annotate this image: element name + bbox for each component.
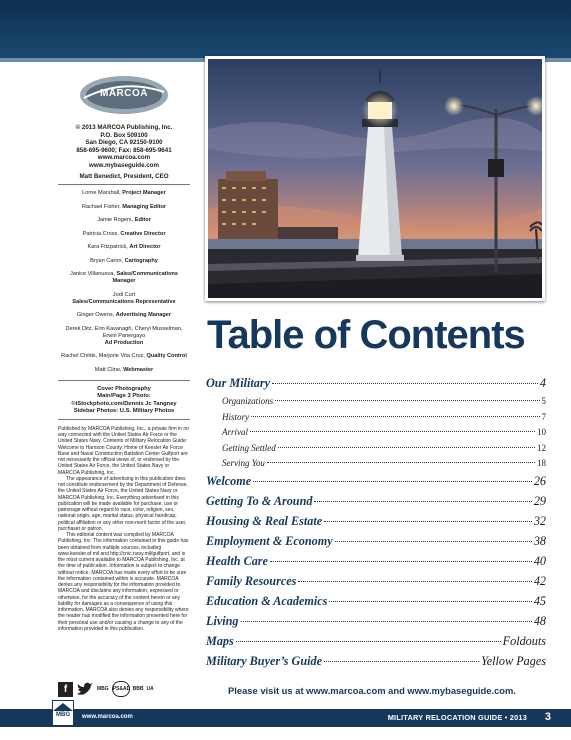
legal-disclaimer xyxy=(58,426,190,632)
staff-role: Creative Director xyxy=(120,230,166,237)
cover-heading: Cover Photography xyxy=(97,386,151,393)
publisher-line: www.marcoa.com xyxy=(97,154,151,162)
toc-leader xyxy=(253,481,532,482)
toc-leader xyxy=(250,431,535,432)
publisher-president: Matt Benedict, President, CEO xyxy=(79,172,169,180)
toc-label: Getting To & Around xyxy=(206,493,313,508)
toc-page: 40 xyxy=(533,553,546,568)
staff-name: Jodi Curt xyxy=(112,291,136,298)
staff-entry xyxy=(58,217,190,224)
toc-entry[interactable] xyxy=(206,514,546,534)
publisher-line: San Diego, CA 92150-9100 xyxy=(85,139,163,147)
staff-name: Lorne Marshall, xyxy=(82,190,121,197)
legal-paragraph: The appearance of advertising in this publication does not constitute endorsement by the Department of Defense, the United States Air Force, the United States Navy or MARCOA Publishing, Inc. Everything advertised in this publication will be made available for purchase, use or patronage without regard to race, color, religion, sex, national origin, age, marital status, physical handicap, political affiliation or any other non-merit factor of the user, purchaser or patron. xyxy=(58,475,188,532)
toc-label: History xyxy=(222,411,249,422)
staff-entry xyxy=(58,326,190,347)
toc-leader xyxy=(272,383,538,384)
toc-page: 5 xyxy=(541,396,546,406)
social-icons xyxy=(58,678,190,700)
footer-url[interactable]: www.marcoa.com xyxy=(82,714,133,720)
toc-leader xyxy=(298,581,531,582)
publisher-line: 858-695-9600; Fax: 858-695-9641 xyxy=(76,146,172,154)
toc-leader xyxy=(314,501,531,502)
house-roof-icon xyxy=(53,703,73,711)
staff-name: Kara Fitzpatrick, xyxy=(87,244,128,251)
visit-message: Please visit us at www.marcoa.com and www.mybaseguide.com. xyxy=(228,685,516,696)
toc-label: Organizations xyxy=(222,396,274,406)
legal-paragraph: This editorial content was compiled by MARCOA Publishing, Inc. The information contained in this guide has been obtained from multiple sources, including www.keesler.af.mil and http://cnic.navy.mil/gulfport, and is the most current available to MARCOA Publishing, Inc. at the time of publication. Information is subject to change without notice. MARCOA has made every effort to be sure the information contained within is accurate. MARCOA denies any responsibility for the information provided to MARCOA and disclaims any information, expressed or otherwise, for the accuracy of the content herein or any liability for damages as a consequence of using this information. MARCOA also denies any responsibility where the reader has modified the information presented here for their personal use and/or causing a change to any of the information provided in this publication. xyxy=(58,532,189,632)
staff-entry xyxy=(58,271,190,285)
staff-entry xyxy=(58,204,190,211)
toc-page: 32 xyxy=(533,513,546,528)
toc-page: Yellow Pages xyxy=(481,653,546,668)
page-title: Table of Contents xyxy=(207,313,525,357)
toc-subentry[interactable] xyxy=(206,412,546,428)
marcoa-logo xyxy=(78,74,170,116)
mbg-house-icon xyxy=(52,700,74,726)
staff-role: Editor xyxy=(134,217,151,224)
cover-line: Main/Page 3 Photo: xyxy=(97,393,151,400)
toc-page: 10 xyxy=(537,427,546,437)
toc-subentry[interactable] xyxy=(206,427,546,443)
toc-page: 42 xyxy=(533,573,546,588)
toc-label: Military Buyer’s Guide xyxy=(206,653,323,668)
divider xyxy=(58,184,190,185)
table-of-contents xyxy=(206,376,546,674)
toc-page: 4 xyxy=(539,376,546,390)
staff-entry xyxy=(58,244,190,251)
staff-entry xyxy=(58,367,190,374)
staff-name: Rachael Fisher, xyxy=(81,203,121,210)
toc-label: Serving You xyxy=(222,458,265,468)
staff-name: Jamie Rogers, xyxy=(97,217,134,224)
toc-page: 38 xyxy=(533,533,546,548)
staff-name: Patricia Cross, xyxy=(82,230,119,237)
toc-subentry[interactable] xyxy=(206,396,546,412)
staff-role: Art Director xyxy=(129,244,161,251)
cover-credits xyxy=(58,386,190,415)
ua-icon: UA xyxy=(146,686,154,692)
toc-page: 26 xyxy=(533,473,546,488)
staff-name: Rachel Childs, Marjorie Vita Cruz, xyxy=(61,353,145,360)
footer-guide-title: MILITARY RELOCATION GUIDE • 2013 xyxy=(387,713,527,722)
toc-subentry[interactable] xyxy=(206,458,546,474)
toc-label: Maps xyxy=(206,633,234,648)
page-footer xyxy=(0,709,571,727)
toc-entry[interactable] xyxy=(206,554,546,574)
staff-name: Bryan Caron, xyxy=(90,257,124,264)
legal-paragraph: Published by MARCOA Publishing, Inc., a private firm in no way connected with the United States Air Force or the United States Navy. Contents of Military Relocation Guide: Welcome to Harrison County, Home of Keesler Air Force Base and Naval Construction Battalion Center Gulfport are not necessarily the official views of, or endorsed by the United States Air Force, the United States Navy or MARCOA Publishing, Inc. xyxy=(58,425,189,476)
toc-page: 18 xyxy=(537,458,546,468)
toc-leader xyxy=(329,601,531,602)
toc-entry[interactable] xyxy=(206,574,546,594)
staff-entry xyxy=(58,258,190,265)
cover-photo xyxy=(205,56,545,301)
staff-role: Sales/Communications Representative xyxy=(72,298,176,305)
toc-leader xyxy=(241,621,532,622)
toc-entry[interactable] xyxy=(206,376,546,396)
staff-list xyxy=(58,190,190,374)
toc-leader xyxy=(251,416,540,417)
publisher-info xyxy=(58,124,190,180)
toc-subentry[interactable] xyxy=(206,443,546,459)
toc-entry[interactable] xyxy=(206,474,546,494)
toc-label: Housing & Real Estate xyxy=(206,513,323,528)
toc-label: Arrival xyxy=(222,427,248,437)
toc-entry[interactable] xyxy=(206,594,546,614)
facebook-icon[interactable]: f xyxy=(58,682,73,697)
page-number: 3 xyxy=(544,711,551,723)
toc-page: Foldouts xyxy=(502,633,546,648)
staff-role: Project Manager xyxy=(122,190,166,197)
toc-label: Education & Academics xyxy=(206,593,328,608)
toc-leader xyxy=(324,661,479,662)
toc-leader xyxy=(275,400,539,401)
toc-entry[interactable] xyxy=(206,534,546,554)
divider xyxy=(58,419,190,420)
toc-entry[interactable] xyxy=(206,634,546,654)
cover-line: Sidebar Photos: U.S. Military Photos xyxy=(73,407,175,414)
toc-label: Family Resources xyxy=(206,573,297,588)
lighthouse-photo xyxy=(208,59,542,298)
publisher-line: www.mybaseguide.com xyxy=(89,161,159,169)
divider xyxy=(58,380,190,381)
toc-label: Employment & Economy xyxy=(206,533,333,548)
staff-role: Cartography xyxy=(124,257,158,264)
masthead-column xyxy=(58,72,190,632)
staff-name: Derek Ditz, Erin Kavanagh, Cheryl Musselman, Erwin Panergayo xyxy=(65,325,183,339)
top-banner xyxy=(0,0,571,62)
toc-page: 7 xyxy=(541,411,546,422)
toc-page: 45 xyxy=(533,593,546,608)
staff-entry xyxy=(58,312,190,319)
toc-entry[interactable] xyxy=(206,654,546,674)
toc-page: 29 xyxy=(533,493,546,508)
marcoa-logo-text: MARCOA xyxy=(100,88,148,99)
toc-label: Welcome xyxy=(206,473,252,488)
twitter-icon[interactable] xyxy=(76,682,94,697)
toc-label: Living xyxy=(206,613,239,628)
staff-role: Managing Editor xyxy=(122,203,167,210)
toc-label: Our Military xyxy=(206,376,270,390)
bbb-icon: BBB xyxy=(132,686,144,692)
toc-page: 12 xyxy=(537,442,546,453)
staff-name: Ginger Owens, xyxy=(76,312,115,319)
staff-entry xyxy=(58,231,190,238)
mbg-logo-text: MBG xyxy=(56,712,70,718)
staff-entry xyxy=(58,353,190,360)
staff-entry xyxy=(58,292,190,306)
toc-page: 48 xyxy=(533,613,546,628)
toc-label: Getting Settled xyxy=(222,442,276,453)
publisher-line: © 2013 MARCOA Publishing, Inc. xyxy=(75,124,173,131)
staff-name: Janice Villanueva, xyxy=(69,271,115,278)
toc-leader xyxy=(324,521,532,522)
toc-entry[interactable] xyxy=(206,614,546,634)
staff-name: Matt Cline, xyxy=(94,366,122,373)
staff-role: Advertising Manager xyxy=(115,312,172,319)
publisher-line: P.O. Box 509100 xyxy=(100,131,148,139)
toc-leader xyxy=(236,641,501,642)
staff-role: Quality Control xyxy=(146,353,187,360)
toc-entry[interactable] xyxy=(206,494,546,514)
staff-role: Sales/Communications Manager xyxy=(112,271,179,285)
toc-leader xyxy=(267,462,535,463)
psad-seal-icon: PS&AD xyxy=(112,681,130,697)
mbg-badge-icon: MBG xyxy=(97,686,109,692)
staff-role: Webmaster xyxy=(123,366,154,373)
toc-leader xyxy=(270,561,532,562)
staff-entry xyxy=(58,190,190,197)
cover-line: ©iStockphoto.com/Dennis Jc Tangney xyxy=(71,400,177,407)
toc-leader xyxy=(335,541,532,542)
toc-leader xyxy=(278,447,535,448)
staff-role: Ad Production xyxy=(104,339,144,346)
toc-label: Health Care xyxy=(206,553,268,568)
